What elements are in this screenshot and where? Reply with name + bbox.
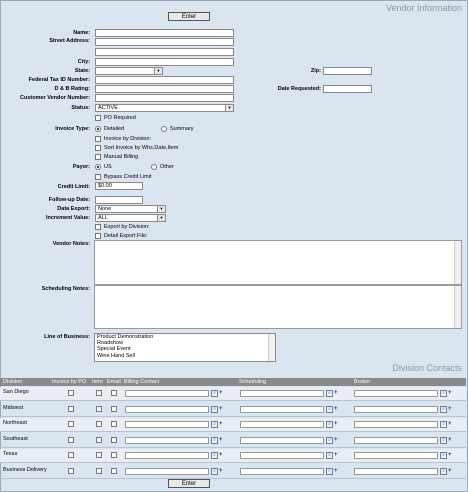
table-row xyxy=(0,465,466,479)
lookup-icon[interactable]: ⌕ xyxy=(440,421,447,428)
col-invoice-by-po: Invoice by PO xyxy=(52,379,87,385)
email-checkbox[interactable] xyxy=(111,437,117,443)
zip-label: Zip: xyxy=(310,68,321,74)
email-checkbox[interactable] xyxy=(111,406,117,412)
street-label: Street Address: xyxy=(49,38,90,44)
add-icon[interactable]: + xyxy=(334,467,338,474)
division-section-title: Division Contacts xyxy=(392,363,462,373)
sort-invoice-label: Sort Invoice by Whs,Date,Item xyxy=(104,145,179,151)
chevron-down-icon: ▼ xyxy=(225,105,233,111)
add-icon[interactable]: + xyxy=(219,421,223,427)
invoice-by-po-checkbox[interactable] xyxy=(68,406,74,412)
invoice-by-po-checkbox[interactable] xyxy=(68,437,74,443)
customer-vendor-label: Customer Vendor Number: xyxy=(20,95,90,101)
col-email: Email xyxy=(107,379,121,385)
broker-input[interactable] xyxy=(354,421,438,428)
col-item: Item xyxy=(92,379,103,385)
billing-contact-input[interactable] xyxy=(125,468,209,475)
add-icon[interactable]: + xyxy=(448,390,452,396)
division-name: Midwest xyxy=(3,404,24,411)
add-icon[interactable]: + xyxy=(334,405,338,412)
lookup-icon[interactable]: ⌕ xyxy=(326,390,333,397)
broker-input[interactable] xyxy=(354,406,438,413)
other-radio[interactable] xyxy=(151,164,157,170)
lookup-icon[interactable]: ⌕ xyxy=(211,421,218,428)
division-name: Texas xyxy=(3,451,18,457)
invoice-by-division-checkbox[interactable] xyxy=(95,136,101,142)
add-icon[interactable]: + xyxy=(448,436,452,443)
scheduling-notes-textarea[interactable] xyxy=(94,285,462,329)
detailed-label: Detailed xyxy=(104,126,125,132)
broker-input[interactable] xyxy=(354,390,438,397)
lookup-icon[interactable]: ⌕ xyxy=(440,468,447,475)
us-radio[interactable] xyxy=(95,164,101,170)
list-item[interactable]: Product Demonstration xyxy=(97,334,154,340)
detail-export-checkbox[interactable] xyxy=(95,233,101,239)
add-icon[interactable]: + xyxy=(334,390,338,396)
add-icon[interactable]: + xyxy=(334,436,338,443)
broker-input[interactable] xyxy=(354,468,438,475)
add-icon[interactable]: + xyxy=(219,467,223,474)
scheduling-input[interactable] xyxy=(240,452,324,459)
other-label: Other xyxy=(160,164,174,170)
col-billing-contact: Billing Contact xyxy=(124,379,160,385)
increment-value-select[interactable] xyxy=(95,214,166,222)
follow-up-label: Follow-up Date: xyxy=(48,197,90,203)
credit-limit-label: Credit Limit: xyxy=(57,184,90,190)
increment-value-value: ALL xyxy=(98,215,108,221)
customer-vendor-input[interactable] xyxy=(95,94,234,102)
broker-input[interactable] xyxy=(354,437,438,444)
dnb-label: D & B Rating: xyxy=(54,86,90,92)
scrollbar[interactable] xyxy=(268,334,275,361)
payor-label: Payor: xyxy=(72,164,90,170)
email-checkbox[interactable] xyxy=(111,390,117,396)
add-icon[interactable]: + xyxy=(219,436,223,443)
summary-label: Summary xyxy=(170,126,194,132)
detailed-radio[interactable] xyxy=(95,126,101,132)
sort-invoice-checkbox[interactable] xyxy=(95,145,101,151)
state-select[interactable] xyxy=(95,67,163,75)
billing-contact-input[interactable] xyxy=(125,452,209,459)
chevron-down-icon: ▼ xyxy=(157,206,165,212)
export-by-division-label: Export by Division: xyxy=(104,224,150,230)
chevron-down-icon: ▼ xyxy=(157,215,165,221)
table-row xyxy=(0,418,466,432)
lookup-icon[interactable]: ⌕ xyxy=(440,390,447,397)
us-label: US xyxy=(104,164,112,170)
lookup-icon[interactable]: ⌕ xyxy=(326,468,333,475)
col-division: Division xyxy=(3,379,23,385)
scrollbar[interactable] xyxy=(454,241,461,284)
state-label: State: xyxy=(74,68,90,74)
fed-tax-input[interactable] xyxy=(95,76,234,84)
add-icon[interactable]: + xyxy=(219,405,223,412)
follow-up-input[interactable] xyxy=(95,196,143,204)
detail-export-label: Detail Export File: xyxy=(104,233,148,239)
division-table-header xyxy=(0,378,466,386)
billing-contact-input[interactable] xyxy=(125,421,209,428)
status-select[interactable] xyxy=(95,104,234,112)
date-requested-label: Date Requested: xyxy=(277,86,321,92)
scheduling-input[interactable] xyxy=(240,421,324,428)
lookup-icon[interactable]: ⌕ xyxy=(440,437,447,444)
po-required-checkbox[interactable] xyxy=(95,115,101,121)
billing-contact-input[interactable] xyxy=(125,437,209,444)
lookup-icon[interactable]: ⌕ xyxy=(326,406,333,413)
list-item[interactable]: Roadshow xyxy=(97,340,123,347)
email-checkbox[interactable] xyxy=(111,452,117,458)
invoice-by-po-checkbox[interactable] xyxy=(68,452,74,458)
lookup-icon[interactable]: ⌕ xyxy=(326,452,333,459)
street-input-1[interactable] xyxy=(95,38,234,46)
lookup-icon[interactable]: ⌕ xyxy=(440,452,447,459)
data-export-select[interactable] xyxy=(95,205,166,213)
add-icon[interactable]: + xyxy=(334,452,338,458)
billing-contact-input[interactable] xyxy=(125,390,209,397)
enter-button-top[interactable]: Enter xyxy=(168,12,210,21)
vendor-notes-textarea[interactable] xyxy=(94,240,462,285)
add-icon[interactable]: + xyxy=(448,405,452,412)
city-label: City: xyxy=(77,59,90,65)
status-value: ACTIVE xyxy=(98,105,118,111)
division-name: Southeast xyxy=(3,435,28,442)
invoice-by-po-checkbox[interactable] xyxy=(68,468,74,474)
lookup-icon[interactable]: ⌕ xyxy=(326,421,333,428)
broker-input[interactable] xyxy=(354,452,438,459)
lookup-icon[interactable]: ⌕ xyxy=(326,437,333,444)
status-label: Status: xyxy=(71,105,90,111)
add-icon[interactable]: + xyxy=(448,421,452,427)
scheduling-input[interactable] xyxy=(240,406,324,413)
manual-billing-checkbox[interactable] xyxy=(95,154,101,160)
name-label: Name: xyxy=(73,30,90,36)
billing-contact-input[interactable] xyxy=(125,406,209,413)
item-checkbox[interactable] xyxy=(96,406,102,412)
table-row xyxy=(0,449,466,463)
item-checkbox[interactable] xyxy=(96,468,102,474)
item-checkbox[interactable] xyxy=(96,437,102,443)
vendor-section-title: Vendor Information xyxy=(385,3,462,13)
data-export-label: Data Export: xyxy=(57,206,90,212)
item-checkbox[interactable] xyxy=(96,452,102,458)
list-item[interactable]: Wine Hand Sell xyxy=(97,352,135,359)
email-checkbox[interactable] xyxy=(111,421,117,427)
invoice-by-po-checkbox[interactable] xyxy=(68,421,74,427)
add-icon[interactable]: + xyxy=(219,390,223,396)
credit-limit-input[interactable]: $0.00 xyxy=(95,182,143,190)
scheduling-notes-label: Scheduling Notes: xyxy=(41,286,90,292)
manual-billing-label: Manual Billing xyxy=(104,154,139,160)
increment-value-label: Increment Value: xyxy=(45,215,90,221)
division-name: San Diego xyxy=(3,389,29,395)
bypass-credit-label: Bypass Credit Limit xyxy=(104,174,152,180)
chevron-down-icon: ▼ xyxy=(154,68,162,74)
po-required-label: PO Required xyxy=(104,115,136,121)
table-row xyxy=(0,434,466,448)
table-row xyxy=(0,403,466,417)
dnb-input[interactable] xyxy=(95,85,234,93)
division-name: Northeast xyxy=(3,420,27,426)
enter-button-bottom[interactable]: Enter xyxy=(168,479,210,488)
add-icon[interactable]: + xyxy=(448,467,452,474)
scheduling-input[interactable] xyxy=(240,468,324,475)
city-input[interactable] xyxy=(95,58,234,66)
item-checkbox[interactable] xyxy=(96,390,102,396)
list-item[interactable]: Special Event xyxy=(97,346,131,353)
table-row xyxy=(0,387,466,401)
export-by-division-checkbox[interactable] xyxy=(95,224,101,230)
name-input[interactable] xyxy=(95,29,234,37)
line-of-business-list[interactable] xyxy=(94,333,276,362)
add-icon[interactable]: + xyxy=(219,452,223,458)
invoice-type-label: Invoice Type: xyxy=(55,126,90,132)
line-of-business-label: Line of Business: xyxy=(44,334,90,340)
date-requested-input[interactable] xyxy=(323,85,372,93)
add-icon[interactable]: + xyxy=(448,452,452,458)
lookup-icon[interactable]: ⌕ xyxy=(211,468,218,475)
street-input-2[interactable] xyxy=(95,48,234,56)
division-name: Business Delivery xyxy=(3,466,47,473)
fed-tax-label: Federal Tax ID Number: xyxy=(28,77,90,83)
email-checkbox[interactable] xyxy=(111,468,117,474)
bypass-credit-checkbox[interactable] xyxy=(95,174,101,180)
summary-radio[interactable] xyxy=(161,126,167,132)
lookup-icon[interactable]: ⌕ xyxy=(211,390,218,397)
add-icon[interactable]: + xyxy=(334,421,338,427)
col-broker: Broker xyxy=(354,379,371,385)
scheduling-input[interactable] xyxy=(240,437,324,444)
item-checkbox[interactable] xyxy=(96,421,102,427)
vendor-notes-label: Vendor Notes: xyxy=(52,241,90,247)
data-export-value: None xyxy=(98,206,112,212)
invoice-by-po-checkbox[interactable] xyxy=(68,390,74,396)
lookup-icon[interactable]: ⌕ xyxy=(211,437,218,444)
zip-input[interactable] xyxy=(323,67,372,75)
col-scheduling: Scheduling xyxy=(239,379,267,385)
scrollbar[interactable] xyxy=(454,286,461,328)
lookup-icon[interactable]: ⌕ xyxy=(211,452,218,459)
lookup-icon[interactable]: ⌕ xyxy=(440,406,447,413)
scheduling-input[interactable] xyxy=(240,390,324,397)
invoice-by-division-label: Invoice by Division: xyxy=(104,136,152,142)
lookup-icon[interactable]: ⌕ xyxy=(211,406,218,413)
